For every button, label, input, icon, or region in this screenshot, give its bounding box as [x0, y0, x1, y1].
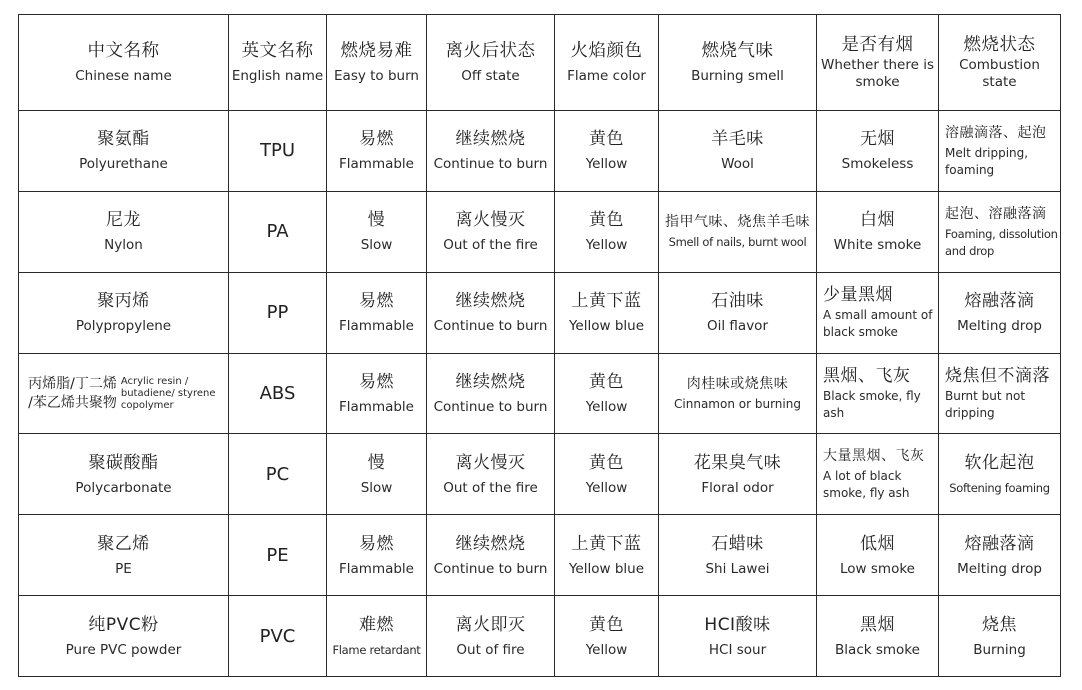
off-zh: 离火慢灭: [455, 452, 526, 473]
header-en: Easy to burn: [334, 68, 419, 85]
off-zh: 离火即灭: [455, 614, 526, 635]
burn-zh: 易燃: [359, 291, 394, 312]
header-flame-color: [555, 15, 659, 111]
cell-code: [229, 111, 327, 192]
cell-smell: [659, 111, 817, 192]
header-combustion-state: [939, 15, 1061, 111]
cell-burn: [327, 353, 427, 434]
state-en: Burnt but not dripping: [945, 388, 1026, 420]
cell-off: [427, 272, 555, 353]
state-zh: 软化起泡: [964, 452, 1035, 473]
cell-code: [229, 191, 327, 272]
smell-en: Shi Lawei: [705, 560, 770, 577]
header-en: Combustion state: [959, 56, 1040, 90]
smell-en: HCI sour: [708, 641, 767, 658]
header-smoke: [817, 15, 939, 111]
name-en: Nylon: [104, 237, 143, 254]
name-zh: 聚氨酯: [97, 129, 150, 150]
cell-name: [19, 272, 229, 353]
color-en: Yellow: [585, 399, 628, 415]
header-zh: 燃烧气味: [701, 41, 774, 62]
cell-smell: [659, 434, 817, 515]
state-zh: 熔融落滴: [964, 291, 1035, 312]
header-en: Burning smell: [691, 68, 784, 85]
off-zh: 继续燃烧: [455, 291, 526, 312]
state-zh: 烧焦: [982, 614, 1017, 635]
cell-smoke: [817, 353, 939, 434]
cell-burn: [327, 596, 427, 677]
state-zh: 溶融滴落、起泡: [945, 124, 1047, 141]
smell-zh: 花果臭气味: [693, 452, 782, 473]
cell-color: [555, 272, 659, 353]
off-zh: 继续燃烧: [455, 533, 526, 554]
color-zh: 上黄下蓝: [571, 533, 642, 554]
smoke-en: Low smoke: [840, 560, 915, 577]
header-zh: 燃烧状态: [963, 34, 1036, 55]
material-code: PA: [266, 221, 289, 243]
name-zh: 聚乙烯: [97, 533, 150, 554]
smell-en: Smell of nails, burnt wool: [668, 235, 807, 250]
color-en: Yellow: [585, 641, 628, 658]
cell-off: [427, 515, 555, 596]
smell-zh: 羊毛味: [711, 129, 764, 150]
off-zh: 离火慢灭: [455, 210, 526, 231]
cell-burn: [327, 111, 427, 192]
material-code: PE: [266, 544, 289, 566]
smell-en: Cinnamon or burning: [674, 397, 801, 411]
smell-en: Wool: [721, 156, 754, 173]
name-en: Polycarbonate: [75, 479, 172, 496]
header-zh: 中文名称: [87, 41, 160, 62]
table-row: [19, 515, 1061, 596]
header-chinese-name: [19, 15, 229, 111]
header-zh: 燃烧易难: [340, 41, 413, 62]
material-name-zh-line2: /苯乙烯共聚物: [28, 394, 117, 411]
burn-zh: 易燃: [359, 129, 394, 150]
cell-state: [939, 515, 1061, 596]
cell-off: [427, 434, 555, 515]
state-en: Foaming, dissolution and drop: [945, 226, 1058, 258]
color-zh: 黄色: [589, 452, 624, 473]
cell-smell: [659, 353, 817, 434]
smoke-zh: 黑烟: [860, 614, 895, 635]
burn-en: Slow: [360, 237, 393, 254]
header-zh: 离火后状态: [445, 41, 536, 62]
header-en: Whether there is smoke: [821, 56, 934, 90]
cell-name: [19, 111, 229, 192]
smoke-en: Black smoke, fly ash: [823, 388, 921, 420]
color-zh: 黄色: [589, 129, 624, 150]
cell-smoke: [817, 191, 939, 272]
name-en: Polypropylene: [75, 318, 172, 335]
cell-state: [939, 353, 1061, 434]
burn-zh: 易燃: [359, 372, 394, 392]
off-en: Out of the fire: [443, 237, 538, 254]
cell-burn: [327, 515, 427, 596]
header-zh: 是否有烟: [841, 34, 914, 55]
cell-code: [229, 434, 327, 515]
header-easy-to-burn: [327, 15, 427, 111]
cell-name: [19, 434, 229, 515]
cell-code: [229, 353, 327, 434]
cell-off: [427, 353, 555, 434]
cell-smell: [659, 515, 817, 596]
abs-name-wrap: [21, 375, 226, 413]
cell-state: [939, 434, 1061, 515]
off-zh: 继续燃烧: [455, 129, 526, 150]
smell-en: Oil flavor: [707, 318, 768, 335]
material-name-en: Acrylic resin / butadiene/ styrene copolymer: [120, 375, 216, 411]
material-code: PC: [265, 463, 290, 485]
cell-color: [555, 111, 659, 192]
cell-state: [939, 596, 1061, 677]
name-zh: 尼龙: [106, 210, 141, 231]
burn-en: Slow: [360, 479, 393, 496]
combustion-table: [18, 14, 1061, 677]
material-name-zh-line1: 丙烯脂/丁二烯: [28, 375, 117, 392]
cell-smoke: [817, 434, 939, 515]
cell-smoke: [817, 111, 939, 192]
smoke-zh: 黑烟、飞灰: [823, 365, 911, 386]
smoke-zh: 少量黑烟: [823, 284, 893, 305]
color-zh: 黄色: [589, 210, 624, 231]
header-en: Chinese name: [75, 68, 172, 85]
color-en: Yellow: [585, 479, 628, 496]
cell-color: [555, 191, 659, 272]
cell-name: [19, 191, 229, 272]
cell-smell: [659, 272, 817, 353]
burn-en: Flammable: [339, 156, 414, 173]
cell-off: [427, 596, 555, 677]
state-en: Softening foaming: [949, 480, 1050, 495]
material-code: PVC: [259, 625, 296, 647]
color-zh: 上黄下蓝: [571, 291, 642, 312]
name-zh: 聚碳酸酯: [88, 452, 159, 473]
off-en: Continue to burn: [433, 318, 548, 335]
cell-name: [19, 515, 229, 596]
cell-color: [555, 353, 659, 434]
burn-zh: 易燃: [359, 533, 394, 554]
state-en: Melt dripping, foaming: [945, 145, 1029, 177]
off-zh: 继续燃烧: [455, 372, 526, 392]
off-en: Continue to burn: [433, 399, 548, 415]
burn-zh: 慢: [367, 452, 386, 473]
smoke-zh: 大量黑烟、飞灰: [823, 448, 925, 465]
header-zh: 火焰颜色: [570, 41, 643, 62]
material-code: ABS: [259, 383, 296, 404]
cell-off: [427, 191, 555, 272]
off-en: Out of the fire: [443, 479, 538, 496]
cell-name: [19, 596, 229, 677]
header-row: [19, 15, 1061, 111]
cell-off: [427, 111, 555, 192]
smoke-en: Smokeless: [841, 156, 914, 173]
state-zh: 熔融落滴: [964, 533, 1035, 554]
cell-smoke: [817, 272, 939, 353]
header-en: Flame color: [567, 68, 646, 85]
table-row: [19, 191, 1061, 272]
cell-state: [939, 191, 1061, 272]
cell-name: [19, 353, 229, 434]
table-row: [19, 111, 1061, 192]
smell-en: Floral odor: [701, 479, 774, 496]
burn-en: Flammable: [339, 318, 414, 335]
state-en: Melting drop: [957, 560, 1042, 577]
cell-code: [229, 272, 327, 353]
header-english-name: [229, 15, 327, 111]
state-zh: 起泡、溶融落滴: [945, 205, 1047, 222]
smoke-en: Black smoke: [835, 641, 920, 658]
smell-zh: 肉桂味或烧焦味: [686, 376, 789, 392]
name-en: PE: [115, 560, 132, 577]
cell-state: [939, 272, 1061, 353]
header-en: Off state: [461, 68, 520, 85]
smell-zh: 石油味: [711, 291, 764, 312]
cell-smell: [659, 596, 817, 677]
name-zh: 纯PVC粉: [88, 614, 159, 635]
material-name-zh: [28, 375, 117, 413]
state-zh: 烧焦但不滴落: [945, 365, 1050, 386]
table-row: [19, 272, 1061, 353]
name-zh: 聚丙烯: [97, 291, 150, 312]
cell-burn: [327, 272, 427, 353]
cell-burn: [327, 191, 427, 272]
cell-color: [555, 434, 659, 515]
color-en: Yellow blue: [568, 560, 645, 577]
burn-zh: 慢: [367, 210, 386, 231]
color-zh: 黄色: [589, 372, 624, 392]
header-en: English name: [231, 68, 324, 85]
table-row: [19, 353, 1061, 434]
table-row: [19, 434, 1061, 515]
smoke-zh: 白烟: [860, 210, 895, 231]
cell-code: [229, 515, 327, 596]
material-code: TPU: [259, 140, 296, 162]
smoke-zh: 低烟: [860, 533, 895, 554]
burn-zh: 难燃: [359, 614, 394, 635]
burn-en: Flammable: [339, 399, 414, 415]
color-en: Yellow: [585, 156, 628, 173]
smoke-en: White smoke: [833, 237, 922, 254]
header-zh: 英文名称: [241, 41, 314, 62]
burn-en: Flammable: [339, 560, 414, 577]
name-en: Pure PVC powder: [65, 641, 182, 658]
cell-code: [229, 596, 327, 677]
cell-smoke: [817, 515, 939, 596]
smell-zh: HCI酸味: [704, 614, 771, 635]
table-row: [19, 596, 1061, 677]
off-en: Continue to burn: [433, 560, 548, 577]
state-en: Melting drop: [957, 318, 1042, 335]
name-en: Polyurethane: [79, 156, 168, 173]
cell-state: [939, 111, 1061, 192]
cell-color: [555, 515, 659, 596]
color-en: Yellow: [585, 237, 628, 254]
off-en: Out of fire: [456, 641, 525, 658]
header-burning-smell: [659, 15, 817, 111]
smell-zh: 指甲气味、烧焦羊毛味: [665, 214, 810, 231]
color-zh: 黄色: [589, 614, 624, 635]
off-en: Continue to burn: [433, 156, 548, 173]
burn-en: Flame retardant: [332, 642, 421, 657]
header-off-state: [427, 15, 555, 111]
cell-color: [555, 596, 659, 677]
smoke-en: A lot of black smoke, fly ash: [823, 469, 910, 501]
state-en: Burning: [973, 641, 1026, 658]
smoke-en: A small amount of black smoke: [823, 307, 933, 339]
cell-burn: [327, 434, 427, 515]
color-en: Yellow blue: [568, 318, 645, 335]
cell-smell: [659, 191, 817, 272]
cell-smoke: [817, 596, 939, 677]
material-code: PP: [266, 302, 289, 324]
smoke-zh: 无烟: [860, 129, 895, 150]
smell-zh: 石蜡味: [711, 533, 764, 554]
